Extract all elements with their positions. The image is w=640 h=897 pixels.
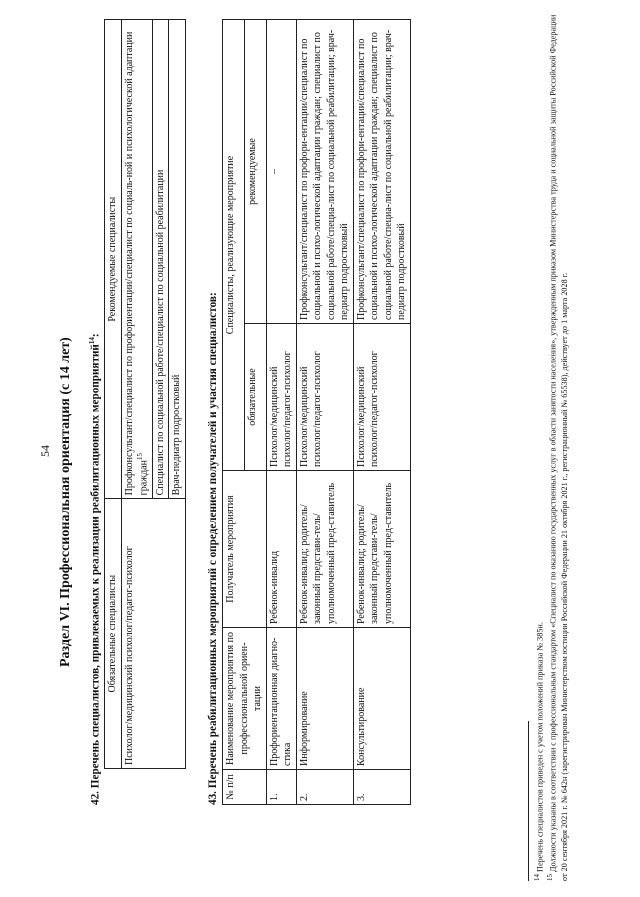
table-row bbox=[296, 20, 353, 805]
footnote-mark: 15 bbox=[545, 874, 554, 881]
col-required-header: Обязательные специалисты bbox=[105, 499, 122, 769]
section-42-heading-text: 42. Перечень специалистов, привлекаемых к реализации реабилитационных мероприятий bbox=[89, 344, 102, 805]
table-header-row bbox=[223, 20, 245, 805]
required-specialists-cell: Психолог/медицинский психолог/педагог-психолог bbox=[121, 499, 185, 769]
specialists-table bbox=[104, 19, 186, 769]
recommended-specialist-cell bbox=[121, 20, 152, 499]
required-specialists: Психолог/медицинский психолог/педагог-психолог bbox=[266, 324, 296, 471]
footnote-ref-15: 15 bbox=[136, 453, 144, 461]
measure-name: Консультирование bbox=[353, 628, 410, 770]
col-specialists-header: Специалисты, реализующие мероприятие bbox=[223, 20, 245, 471]
footnote-15 bbox=[546, 11, 570, 881]
footnote-text: Должности указаны в соответствии с профессиональным стандартом «Специалист по оказанию государственных услуг в области занятости населения», утвержденным приказом Министерства труда и социальной защиты Российской Федерации от 20 сентября 2021 г. № 642н (зарегистрирован Министерством юстиции Российской Федерации 21 октября 2021 г., регистрационный № 65538), действует до 1 марта 2028 г. bbox=[548, 14, 569, 881]
col-num-header: № п/п bbox=[223, 770, 267, 805]
required-specialists: Психолог/медицинский психолог/педагог-психолог bbox=[296, 324, 353, 471]
col-recipient-header: Получатель мероприятия bbox=[223, 471, 267, 628]
measure-recipient: Ребенок-инвалид; родитель/законный представи-тель/уполномоченный пред-ставитель bbox=[353, 471, 410, 628]
footnote-divider bbox=[528, 721, 529, 881]
table-header-row bbox=[105, 20, 122, 769]
table-row bbox=[353, 20, 410, 805]
measure-recipient: Ребенок-инвалид bbox=[266, 471, 296, 628]
row-number: 3. bbox=[353, 770, 410, 805]
row-number: 2. bbox=[296, 770, 353, 805]
recommended-specialists: Профконсультант/специалист по профори-ентации/специалист по социальной и психо-логической адаптации граждан; специалист по социальной работе/специа-лист по социальной реабилитации; врач-педиатр подростковый bbox=[353, 20, 410, 324]
recommended-specialist-text: Профконсультант/специалист по профориентации/специалист по социаль-ной и психологической адаптации граждан bbox=[123, 31, 150, 496]
footnote-mark: 14 bbox=[533, 874, 541, 881]
recommended-specialist-cell: Врач-педиатр подростковый bbox=[169, 20, 186, 499]
table-row bbox=[121, 20, 152, 769]
footnote-ref-14: 14 bbox=[88, 337, 96, 345]
footnote-text: Перечень специалистов приведен с учетом положений приказа № 385н. bbox=[535, 622, 545, 872]
col-required-header: обязательные bbox=[244, 324, 266, 471]
col-recommended-header: рекомендуемые bbox=[244, 20, 266, 324]
measure-name: Профориентационная диагно-стика bbox=[266, 628, 296, 770]
col-name-header: Наименование мероприятия по профессиональной ориен-тации bbox=[223, 628, 267, 770]
table-row bbox=[266, 20, 296, 805]
footnote-14 bbox=[533, 11, 546, 881]
measure-name: Информирование bbox=[296, 628, 353, 770]
recommended-specialist-cell: Специалист по социальной работе/специалист по социальной реабилитации bbox=[152, 20, 169, 499]
section-42-heading bbox=[88, 333, 102, 805]
measure-recipient: Ребенок-инвалид; родитель/законный представи-тель/уполномоченный пред-ставитель bbox=[296, 471, 353, 628]
page-number: 54 bbox=[38, 445, 52, 457]
heading-colon: : bbox=[89, 333, 102, 338]
row-number: 1. bbox=[266, 770, 296, 805]
recommended-specialists: Профконсультант/специалист по профори-ентации/специалист по социальной и психо-логической адаптации граждан; специалист по социальной работе/специа-лист по социальной реабилитации; врач-педиатр подростковый bbox=[296, 20, 353, 324]
required-specialists: Психолог/медицинский психолог/педагог-психолог bbox=[353, 324, 410, 471]
section-43-heading: 43. Перечень реабилитационных мероприятий с определением получателей и участия специалистов: bbox=[207, 292, 219, 805]
measures-table bbox=[222, 19, 411, 805]
section-title: Раздел VI. Профессиональная ориентация (с 14 лет) bbox=[58, 337, 73, 667]
recommended-specialists: – bbox=[266, 20, 296, 324]
footnotes bbox=[533, 11, 570, 881]
col-recommended-header: Рекомендуемые специалисты bbox=[105, 20, 122, 499]
